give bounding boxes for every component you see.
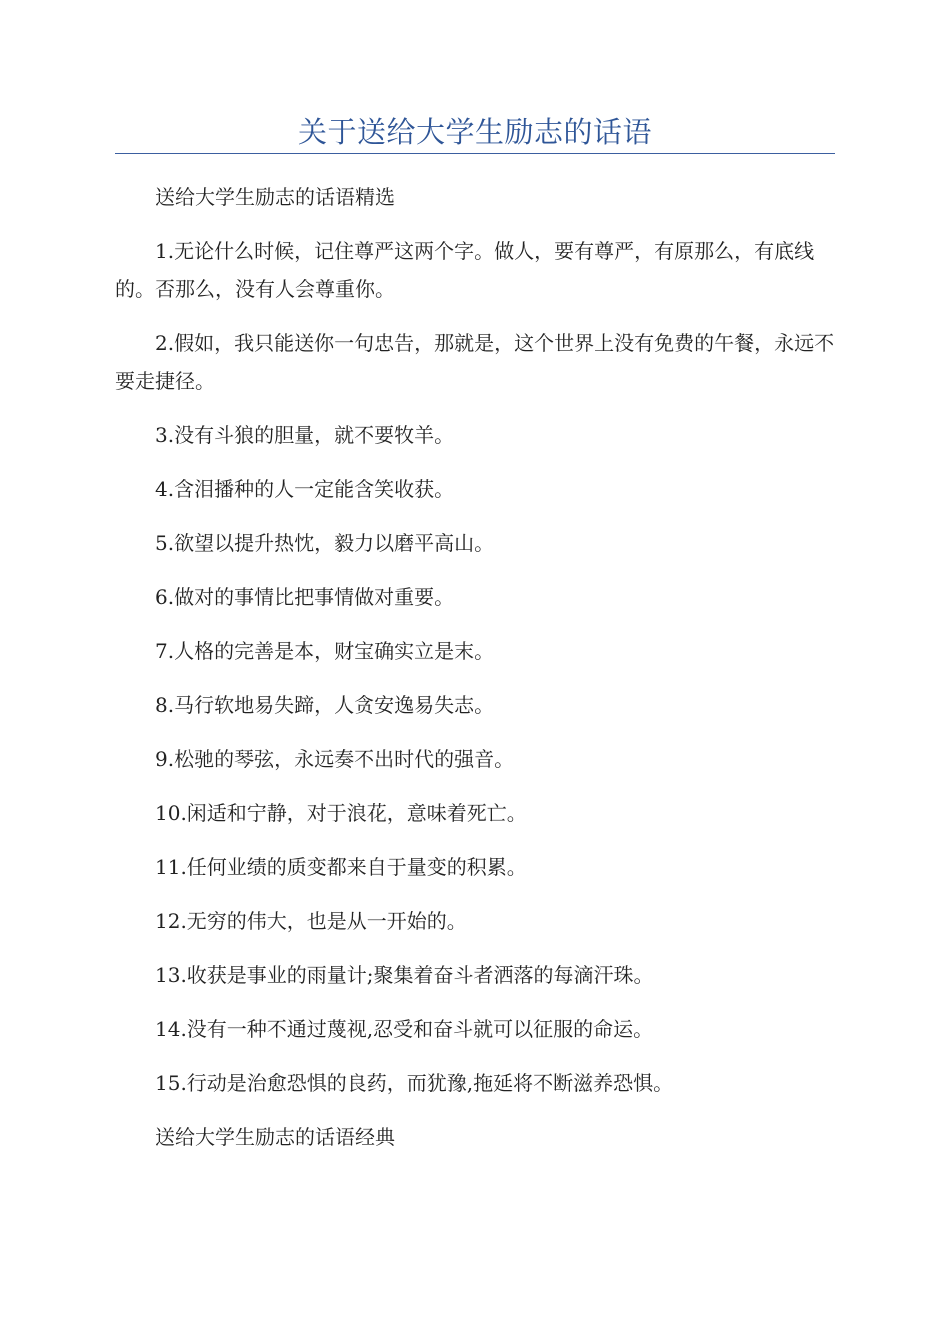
list-item: 2.假如，我只能送你一句忠告，那就是，这个世界上没有免费的午餐，永远不要走捷径。 [115,331,835,393]
document-body [115,178,837,1172]
list-item: 4.含泪播种的人一定能含笑收获。 [155,477,455,501]
list-item: 3.没有斗狼的胆量，就不要牧羊。 [155,423,455,447]
list-item: 12.无穷的伟大，也是从一开始的。 [155,909,467,933]
list-item: 5.欲望以提升热忱，毅力以磨平高山。 [155,531,495,555]
list-item: 15.行动是治愈恐惧的良药，而犹豫,拖延将不断滋养恐惧。 [155,1071,674,1095]
list-item: 13.收获是事业的雨量计;聚集着奋斗者洒落的每滴汗珠。 [155,963,654,987]
list-item: 9.松驰的琴弦，永远奏不出时代的强音。 [155,747,515,771]
list-item: 7.人格的完善是本，财宝确实立是末。 [155,639,495,663]
list-item: 10.闲适和宁静，对于浪花，意味着死亡。 [155,801,527,825]
list-item: 11.任何业绩的质变都来自于量变的积累。 [155,855,527,879]
section-heading-classic: 送给大学生励志的话语经典 [155,1125,395,1149]
title-underline [115,153,835,154]
list-item: 14.没有一种不通过蔑视,忍受和奋斗就可以征服的命运。 [155,1017,654,1041]
section-heading-selected: 送给大学生励志的话语精选 [155,185,395,209]
list-item: 8.马行软地易失蹄，人贪安逸易失志。 [155,693,495,717]
document-title: 关于送给大学生励志的话语 [297,115,652,149]
list-item: 1.无论什么时候，记住尊严这两个字。做人，要有尊严，有原那么，有底线的。否那么，没有人会尊重你。 [115,239,815,301]
list-item: 6.做对的事情比把事情做对重要。 [155,585,455,609]
